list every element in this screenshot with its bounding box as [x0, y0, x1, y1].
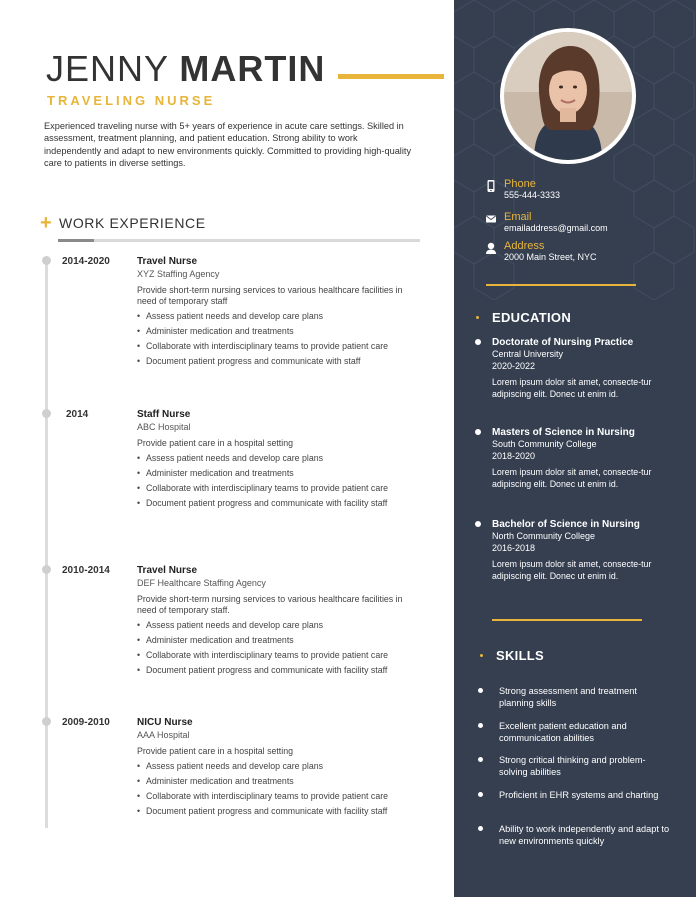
skill-text: Ability to work independently and adapt to new environments quickly: [499, 824, 670, 846]
education-text: Lorem ipsum dolor sit amet, consecte-tur adipiscing elit. Donec ut enim id.: [492, 377, 652, 399]
entry-dot: [475, 521, 481, 527]
education-text: Lorem ipsum dolor sit amet, consecte-tur adipiscing elit. Donec ut enim id.: [492, 467, 652, 489]
job-bullet: • Document patient progress and communicate with staff: [137, 356, 412, 367]
phone-icon: [484, 179, 498, 193]
job-bullet: • Document patient progress and communicate with facility staff: [137, 665, 412, 676]
job-bullet: • Administer medication and treatments: [137, 326, 412, 337]
job-bullet: • Assess patient needs and develop care plans: [137, 311, 412, 322]
job-bullet: • Collaborate with interdisciplinary teams to provide patient care: [137, 341, 412, 352]
education-entry: [492, 337, 682, 400]
timeline-dot: [42, 409, 51, 418]
education-entry: [492, 519, 682, 582]
entry-dot: [478, 757, 483, 762]
job-title: Travel Nurse: [137, 565, 198, 576]
job-company: XYZ Staffing Agency: [137, 269, 220, 279]
job-company: DEF Healthcare Staffing Agency: [137, 578, 266, 588]
profile-photo: [500, 28, 636, 164]
email-label: Email: [504, 211, 532, 223]
first-name: JENNY: [46, 48, 169, 89]
address-label: Address: [504, 240, 545, 252]
section-title: EDUCATION: [492, 310, 572, 325]
job-bullet: • Document patient progress and communicate with facility staff: [137, 806, 412, 817]
avatar: [504, 32, 632, 160]
job-bullet: • Document patient progress and communicate with facility staff: [137, 498, 412, 509]
timeline-dot: [42, 717, 51, 726]
job-description: Provide patient care in a hospital setting: [137, 746, 293, 756]
skill-text: Excellent patient education and communication abilities: [499, 721, 627, 743]
job-title: Travel Nurse: [137, 256, 198, 267]
job-description: Provide patient care in a hospital setting: [137, 438, 293, 448]
work-experience-heading: [40, 214, 206, 232]
education-years: 2018-2020: [492, 450, 536, 461]
section-rule-accent: [58, 239, 94, 242]
phone-value: 555-444-3333: [504, 190, 561, 200]
phone-label: Phone: [504, 178, 536, 190]
summary: Experienced traveling nurse with 5+ years of experience in acute care settings. Skilled in assessment, treatment planning, and patient education. Strong ability to work independently and adapt to new environments quickly. Committed to providing high-quality care to patients in diverse settings.: [44, 121, 412, 168]
job-bullet: • Collaborate with interdisciplinary teams to provide patient care: [137, 483, 412, 494]
job-bullet: • Assess patient needs and develop care plans: [137, 761, 412, 772]
divider: [492, 619, 642, 621]
section-rule: [58, 239, 420, 242]
skill-text: Strong critical thinking and problem-solving abilities: [499, 755, 646, 777]
section-title: WORK EXPERIENCE: [59, 215, 206, 231]
entry-dot: [478, 688, 483, 693]
entry-dot: [475, 339, 481, 345]
job-company: AAA Hospital: [137, 730, 190, 740]
job-title: Staff Nurse: [137, 409, 191, 420]
job-bullet: • Administer medication and treatments: [137, 468, 412, 479]
job-bullet: • Collaborate with interdisciplinary teams to provide patient care: [137, 791, 412, 802]
entry-dot: [478, 792, 483, 797]
job-bullet: • Administer medication and treatments: [137, 635, 412, 646]
skills-heading: [480, 648, 544, 663]
sidebar-panel: [454, 0, 696, 897]
education-years: 2020-2022: [492, 360, 536, 371]
skill-item: [499, 790, 674, 802]
school: Central University: [492, 349, 564, 359]
heading-bullet: [480, 654, 483, 657]
degree: Bachelor of Science in Nursing: [492, 519, 640, 530]
skill-item: [499, 824, 674, 847]
contact-email: [484, 211, 608, 234]
school: North Community College: [492, 531, 596, 541]
skill-text: Proficient in EHR systems and charting: [499, 790, 659, 800]
job-role: TRAVELING NURSE: [47, 93, 216, 108]
entry-dot: [478, 826, 483, 831]
job-years: 2009-2010: [62, 717, 110, 728]
timeline-dot: [42, 565, 51, 574]
address-value: 2000 Main Street, NYC: [504, 252, 597, 262]
job-years: 2014-2020: [62, 256, 110, 267]
skill-item: [499, 721, 674, 744]
contact-phone: [484, 178, 560, 201]
email-value[interactable]: emailaddress@gmail.com: [504, 223, 608, 233]
job-bullet: • Administer medication and treatments: [137, 776, 412, 787]
degree: Masters of Science in Nursing: [492, 427, 635, 438]
job-description: Provide short-term nursing services to various healthcare facilities in need of temporary staff: [137, 285, 403, 306]
section-title: SKILLS: [496, 648, 545, 663]
education-entry: [492, 427, 682, 490]
timeline: [45, 262, 48, 828]
plus-icon: +: [40, 212, 52, 234]
job-bullet: • Assess patient needs and develop care plans: [137, 453, 412, 464]
education-heading: [476, 310, 571, 325]
job-description: Provide short-term nursing services to various healthcare facilities in need of temporary staff.: [137, 594, 403, 615]
last-name: MARTIN: [179, 48, 326, 89]
name-accent-bar: [338, 74, 444, 79]
skill-item: [499, 755, 674, 778]
job-company: ABC Hospital: [137, 422, 191, 432]
job-title: NICU Nurse: [137, 717, 193, 728]
timeline-dot: [42, 256, 51, 265]
skill-item: [499, 686, 674, 709]
job-years: 2014: [66, 409, 89, 420]
location-icon: [484, 241, 498, 255]
contact-address: [484, 240, 597, 263]
education-text: Lorem ipsum dolor sit amet, consecte-tur adipiscing elit. Donec ut enim id.: [492, 559, 652, 581]
education-years: 2016-2018: [492, 542, 536, 553]
entry-dot: [478, 723, 483, 728]
entry-dot: [475, 429, 481, 435]
candidate-name: [46, 48, 325, 90]
school: South Community College: [492, 439, 597, 449]
job-bullet: • Collaborate with interdisciplinary teams to provide patient care: [137, 650, 412, 661]
skill-text: Strong assessment and treatment planning skills: [499, 686, 637, 708]
job-bullet: • Assess patient needs and develop care plans: [137, 620, 412, 631]
heading-bullet: [476, 316, 479, 319]
job-years: 2010-2014: [62, 565, 110, 576]
degree: Doctorate of Nursing Practice: [492, 337, 634, 348]
email-icon: [484, 212, 498, 226]
divider: [486, 284, 636, 286]
